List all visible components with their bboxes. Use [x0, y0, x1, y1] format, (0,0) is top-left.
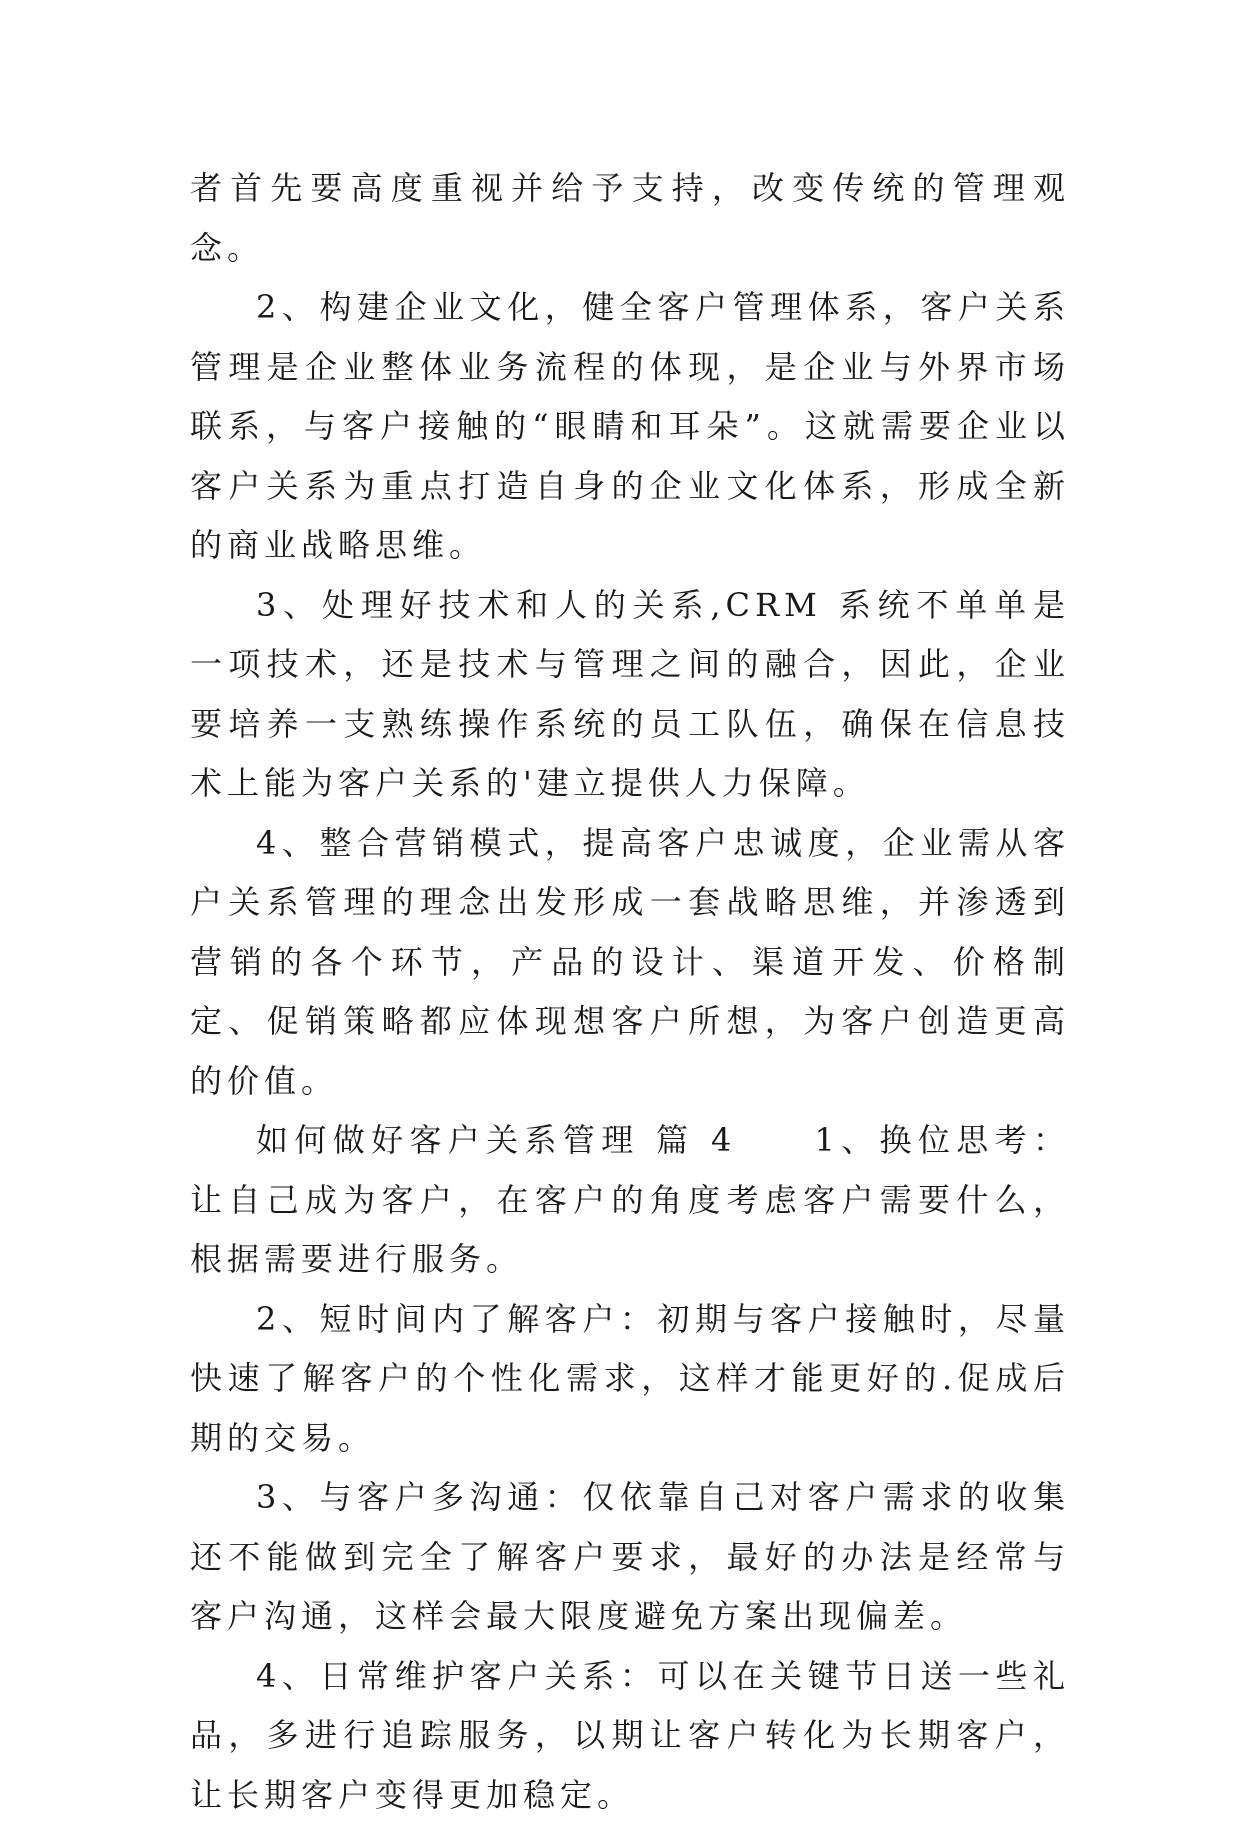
paragraph-technology-and-people: 3、处理好技术和人的关系,CRM 系统不单单是一项技术，还是技术与管理之间的融合，因此，企业要培养一支熟练操作系统的员工队伍，确保在信息技术上能为客户关系的'建立提供人力保障。 [190, 576, 1070, 814]
paragraph-understand-customer: 2、短时间内了解客户：初期与客户接触时，尽量快速了解客户的个性化需求，这样才能更好的.促成后期的交易。 [190, 1290, 1070, 1469]
paragraph-continuation: 者首先要高度重视并给予支持，改变传统的管理观念。 [190, 159, 1070, 278]
document-body [190, 159, 1070, 1825]
paragraph-corporate-culture: 2、构建企业文化，健全客户管理体系，客户关系管理是企业整体业务流程的体现，是企业与外界市场联系，与客户接触的“眼睛和耳朵”。这就需要企业以客户关系为重点打造自身的企业文化体系，形成全新的商业战略思维。 [190, 278, 1070, 576]
paragraph-communicate: 3、与客户多沟通：仅依靠自己对客户需求的收集还不能做到完全了解客户要求，最好的办法是经常与客户沟通，这样会最大限度避免方案出现偏差。 [190, 1468, 1070, 1647]
paragraph-marketing-model: 4、整合营销模式，提高客户忠诚度，企业需从客户关系管理的理念出发形成一套战略思维，并渗透到营销的各个环节，产品的设计、渠道开发、价格制定、促销策略都应体现想客户所想，为客户创造更高的价值。 [190, 814, 1070, 1112]
paragraph-maintain-relationship: 4、日常维护客户关系：可以在关键节日送一些礼品，多进行追踪服务，以期让客户转化为长期客户，让长期客户变得更加稳定。 [190, 1647, 1070, 1825]
paragraph-section-4-heading: 如何做好客户关系管理 篇 4 1、换位思考：让自己成为客户，在客户的角度考虑客户需要什么，根据需要进行服务。 [190, 1111, 1070, 1290]
